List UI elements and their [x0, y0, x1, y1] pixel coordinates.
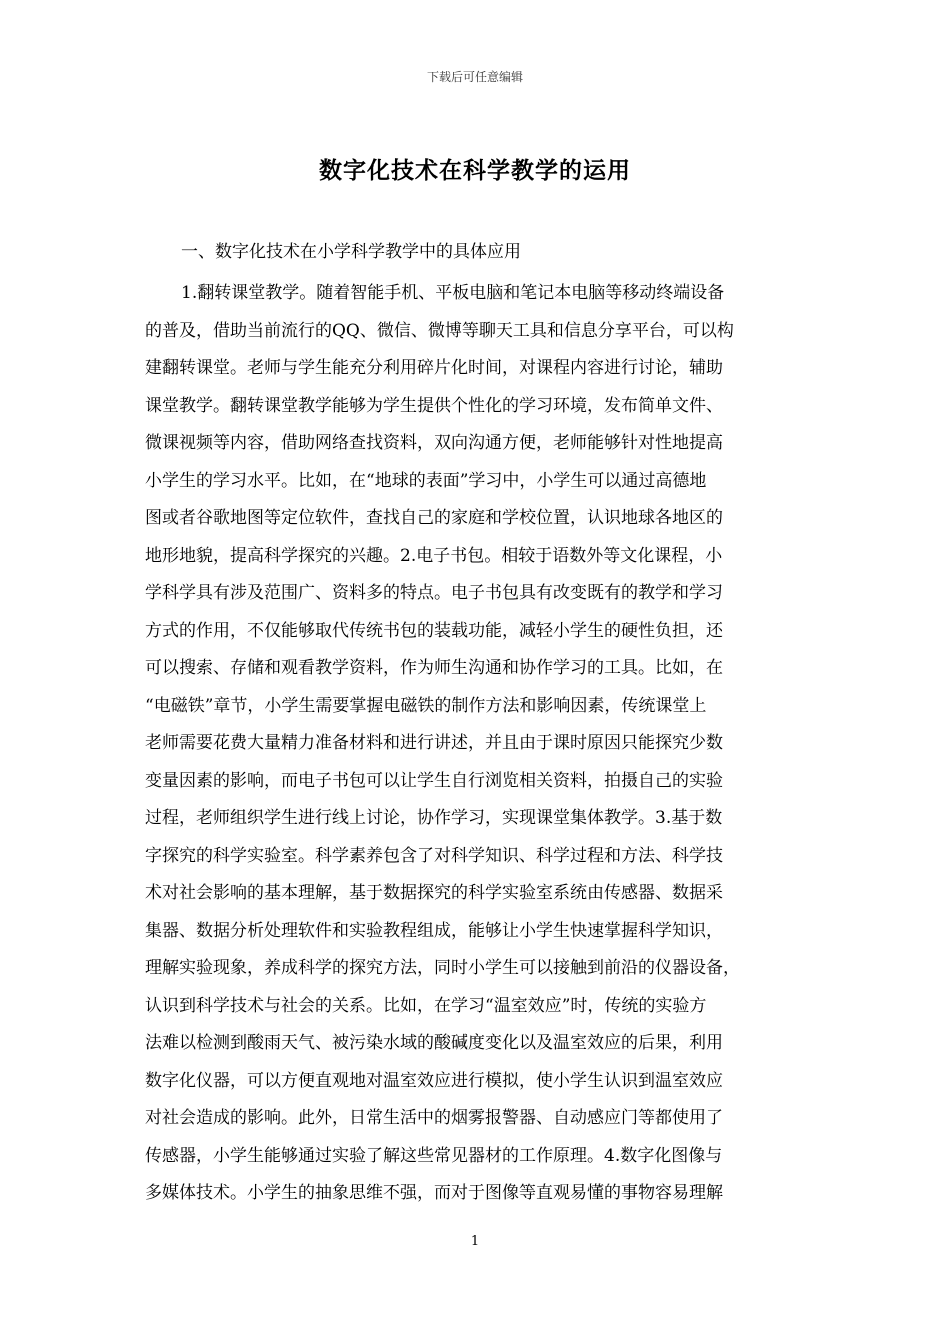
body-line: 法难以检测到酸雨天气、被污染水域的酸碱度变化以及温室效应的后果，利用: [145, 1033, 723, 1053]
body-line: 过程，老师组织学生进行线上讨论，协作学习，实现课堂集体教学。3.基于数: [145, 808, 723, 828]
body-line: 数字化仪器，可以方便直观地对温室效应进行模拟，使小学生认识到温室效应: [145, 1070, 723, 1091]
page-number: 1: [470, 1234, 480, 1249]
body-line: 地形地貌，提高科学探究的兴趣。2.电子书包。相较于语数外等文化课程，小: [145, 545, 723, 566]
body-line: 方式的作用，不仅能够取代传统书包的装载功能，减轻小学生的硬性负担，还: [145, 620, 723, 641]
body-line: 理解实验现象，养成科学的探究方法，同时小学生可以接触到前沿的仪器设备，: [145, 958, 740, 978]
body-line: 课堂教学。翻转课堂教学能够为学生提供个性化的学习环境，发布简单文件、: [145, 395, 723, 416]
body-line: 变量因素的影响，而电子书包可以让学生自行浏览相关资料，拍摄自己的实验: [145, 770, 723, 791]
document-title: 数字化技术在科学教学的运用: [319, 157, 631, 184]
body-line: 字探究的科学实验室。科学素养包含了对科学知识、科学过程和方法、科学技: [145, 845, 723, 866]
header-note: 下载后可任意编辑: [426, 70, 523, 84]
body-line: 集器、数据分析处理软件和实验教程组成，能够让小学生快速掌握科学知识，: [145, 920, 723, 941]
body-line: 老师需要花费大量精力准备材料和进行讲述，并且由于课时原因只能探究少数: [145, 733, 723, 753]
body-line: 认识到科学技术与社会的关系。比如，在学习“温室效应”时，传统的实验方: [145, 995, 707, 1016]
body-line: 学科学具有涉及范围广、资料多的特点。电子书包具有改变既有的教学和学习: [145, 583, 723, 603]
body-text: [145, 275, 825, 1213]
body-line: 微课视频等内容，借助网络查找资料，双向沟通方便，老师能够针对性地提高: [145, 433, 723, 453]
body-line: 图或者谷歌地图等定位软件，查找自己的家庭和学校位置，认识地球各地区的: [145, 508, 723, 528]
body-line: 可以搜索、存储和观看教学资料，作为师生沟通和协作学习的工具。比如，在: [145, 658, 723, 678]
body-line: 建翻转课堂。老师与学生能充分利用碎片化时间，对课程内容进行讨论，辅助: [145, 358, 723, 378]
body-line: 的普及，借助当前流行的QQ、微信、微博等聊天工具和信息分享平台，可以构: [145, 320, 734, 341]
body-line: 1.翻转课堂教学。随着智能手机、平板电脑和笔记本电脑等移动终端设备: [181, 283, 725, 303]
body-line: 术对社会影响的基本理解，基于数据探究的科学实验室系统由传感器、数据采: [145, 883, 723, 903]
body-line: 多媒体技术。小学生的抽象思维不强，而对于图像等直观易懂的事物容易理解: [145, 1183, 723, 1203]
section-heading: 一、数字化技术在小学科学教学中的具体应用: [181, 242, 521, 262]
body-line: “电磁铁”章节，小学生需要掌握电磁铁的制作方法和影响因素，传统课堂上: [145, 695, 707, 716]
body-line: 传感器，小学生能够通过实验了解这些常见器材的工作原理。4.数字化图像与: [145, 1145, 723, 1166]
body-line: 对社会造成的影响。此外，日常生活中的烟雾报警器、自动感应门等都使用了: [145, 1108, 723, 1128]
body-line: 小学生的学习水平。比如，在“地球的表面”学习中，小学生可以通过高德地: [145, 470, 707, 491]
